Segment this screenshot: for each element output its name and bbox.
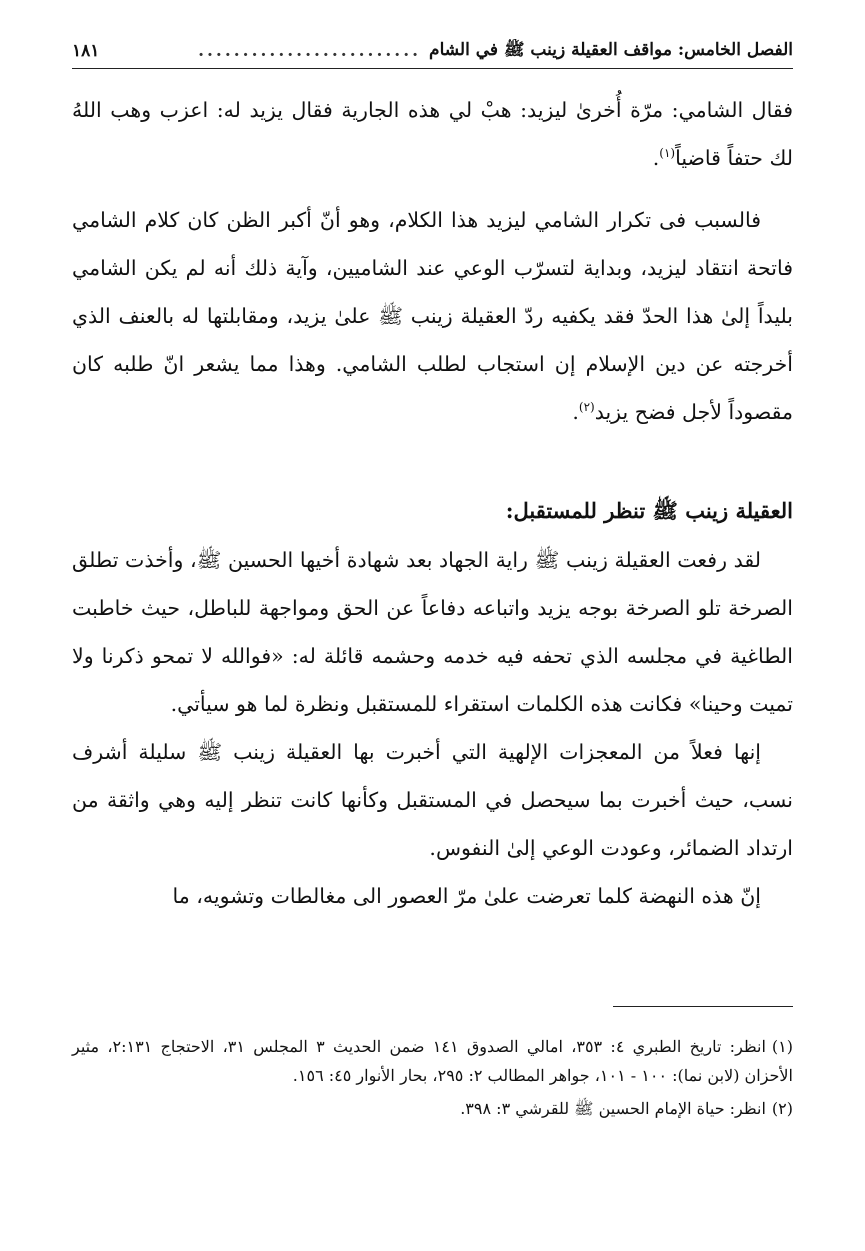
running-header: [72, 34, 793, 69]
paragraph-2: [72, 196, 793, 436]
footnote-ref-1[interactable]: (١): [659, 146, 676, 161]
paragraph-1-text: فقال الشامي: مرّة أُخرىٰ ليزيد: هبْ لي هذه الجارية فقال يزيد له: اعزب وهب اللهُ لك حتفاً قاضياً: [72, 98, 793, 170]
footnote-2: [72, 1094, 793, 1123]
footnote-1: [72, 1032, 793, 1090]
header-dot-leader: .........................: [198, 41, 422, 61]
section-heading: العقيلة زينب ﷺ تنظر للمستقبل:: [505, 498, 793, 523]
page-number: ١٨١: [72, 41, 100, 61]
paragraph-1: [72, 86, 793, 182]
footnote-1-text: انظر: تاريخ الطبري ٤: ٣٥٣، امالي الصدوق ١٤١ ضمن الحديث ٣ المجلس ٣١، الاحتجاج ٢:١٣١، مثير الأحزان (لابن نما): ١٠٠ - ١٠١، جواهر المطالب ٢: ٢٩٥، بحار الأنوار ٤٥: ١٥٦.: [72, 1037, 793, 1085]
footnote-2-text: انظر: حياة الإمام الحسين ﷺ للقرشي ٣: ٣٩٨.: [460, 1099, 766, 1118]
footnote-ref-2[interactable]: (٢): [578, 400, 595, 415]
footnotes: [72, 1032, 793, 1127]
main-text: [72, 86, 793, 920]
paragraph-4: إنها فعلاً من المعجزات الإلهية التي أخبرت بها العقيلة زينب ﷺ سليلة أشرف نسب، حيث أخبرت بما سيحصل في المستقبل وكأنها كانت تنظر إليه وهي واثقة من ارتداد الضمائر، وعودت الوعي إلىٰ النفوس.: [72, 740, 793, 860]
footnote-1-number: (١): [771, 1037, 794, 1056]
paragraph-5: إنّ هذه النهضة كلما تعرضت علىٰ مرّ العصور الى مغالطات وتشويه، ما: [172, 884, 761, 908]
paragraph-2-end: .: [572, 400, 579, 424]
paragraph-2-text: فالسبب فى تكرار الشامي ليزيد هذا الكلام، وهو أنّ أكبر الظن كان كلام الشامي فاتحة انتقاد ليزيد، وبداية لتسرّب الوعي عند الشاميين، وآية ذلك أنه لم يكن الشامي بليداً إلىٰ هذا الحدّ فقد يكفيه ردّ العقيلة زينب ﷺ علىٰ يزيد، ومقابلتها له بالعنف الذي أخرجته عن دين الإسلام إن استجاب لطلب الشامي. وهذا مما يشعر انّ طلبه كان مقصوداً لأجل فضح يزيد: [72, 208, 793, 424]
chapter-title: الفصل الخامس: مواقف العقيلة زينب ﷺ في الشام: [429, 39, 793, 60]
paragraph-3: لقد رفعت العقيلة زينب ﷺ راية الجهاد بعد شهادة أخيها الحسين ﷺ، وأخذت تطلق الصرخة تلو الصرخة بوجه يزيد واتباعه دفاعاً عن الحق ومواجهة للباطل، حيث خاطبت الطاغية في مجلسه الذي تحفه فيه خدمه وحشمه قائلة له: «فوالله لا تمحو ذكرنا ولا تميت وحينا» فكانت هذه الكلمات استقراء للمستقبل ونظرة لما هو سيأتي.: [72, 548, 793, 716]
footnote-2-number: (٢): [771, 1099, 793, 1118]
paragraph-1-end: .: [652, 146, 660, 170]
footnote-divider: [613, 1006, 793, 1007]
